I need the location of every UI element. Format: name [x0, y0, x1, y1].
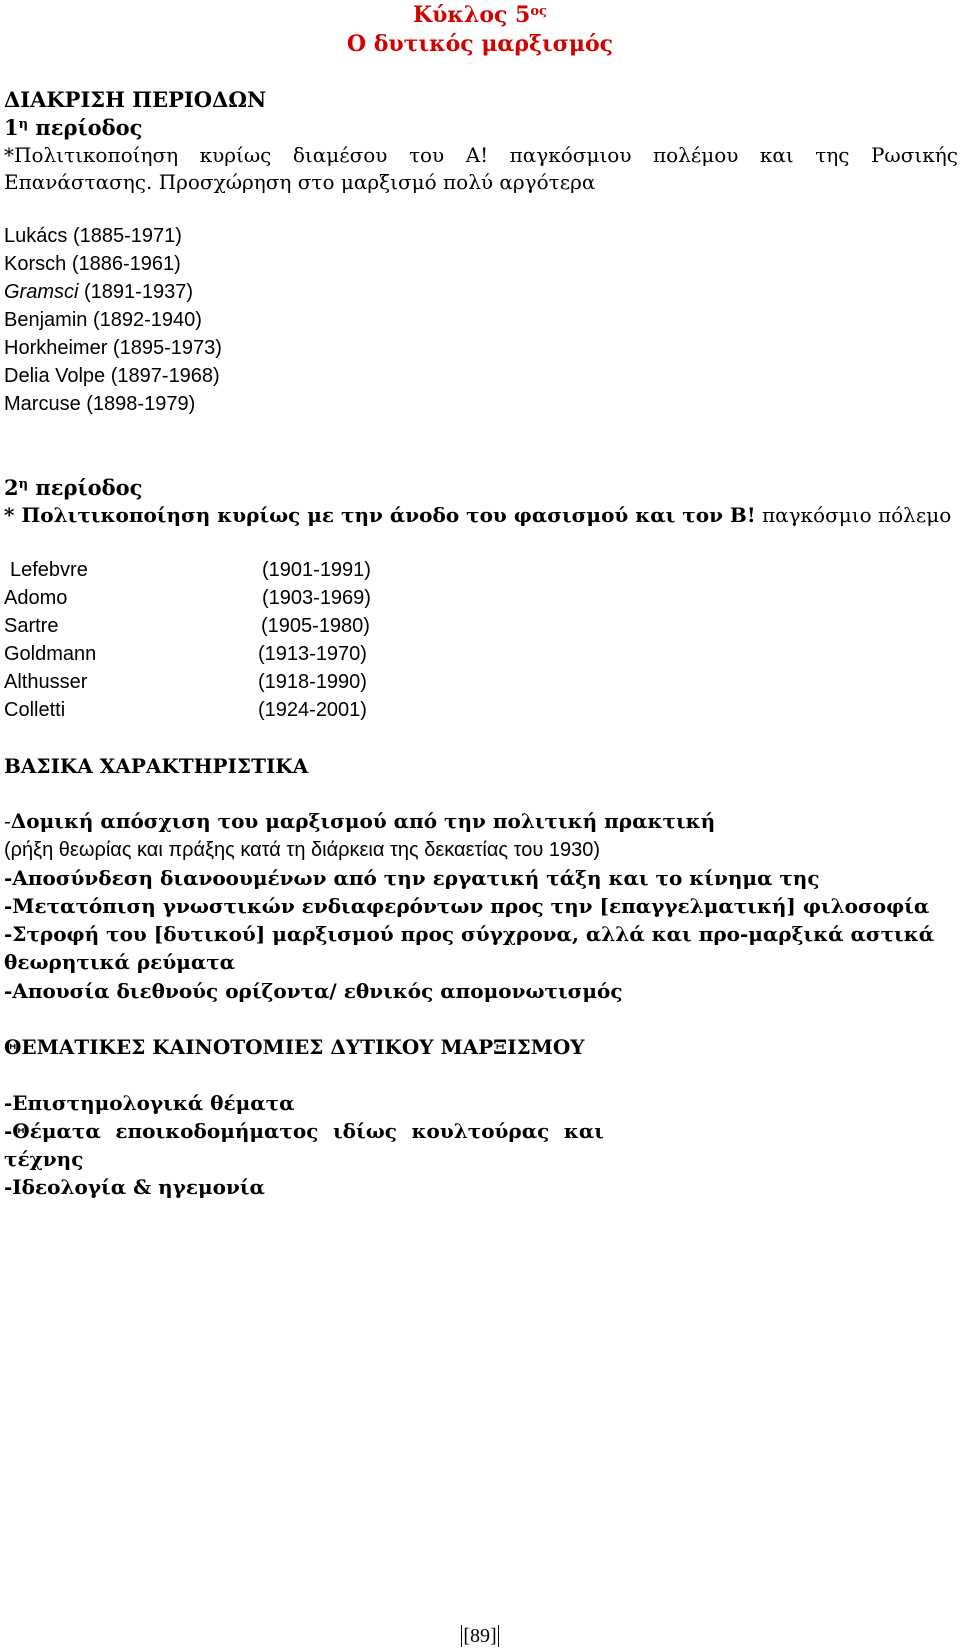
- second-period-desc-main: * Πολιτικοποίηση κυρίως με την άνοδο του φασισμού και τον Β!: [4, 503, 756, 527]
- second-period-num: 2: [4, 475, 19, 500]
- thinker-name: Lefebvre: [10, 559, 88, 581]
- characteristics-heading: ΒΑΣΙΚΑ ΧΑΡΑΚΤΗΡΙΣΤΙΚΑ: [4, 754, 309, 778]
- thinker-row: [4, 310, 202, 330]
- thinker-years: (1924-2001): [258, 699, 367, 721]
- desc-word: παγκόσμιου: [509, 143, 632, 167]
- desc-word: Α!: [465, 143, 489, 167]
- first-period-word: περίοδος: [35, 115, 143, 140]
- thinker-name: Colletti: [4, 699, 66, 721]
- desc-word: πολέμου: [652, 143, 739, 167]
- item-dash: -: [4, 809, 11, 833]
- thinker-row: [4, 394, 195, 414]
- innovation-word: ιδίως: [333, 1119, 397, 1143]
- innovation-item: -Επιστημολογικά θέματα: [4, 1091, 295, 1115]
- thinker-years: (1895-1973): [112, 337, 222, 359]
- thinker-row: [4, 226, 182, 246]
- desc-word: κυρίως: [199, 143, 272, 167]
- second-period-word: περίοδος: [35, 475, 143, 500]
- first-period-num: 1: [4, 115, 19, 140]
- page-number: [0, 1626, 960, 1646]
- innovation-word: κουλτούρας: [411, 1119, 550, 1143]
- desc-word: Ρωσικής: [870, 143, 958, 167]
- periods-heading: ΔΙΑΚΡΙΣΗ ΠΕΡΙΟΔΩΝ: [4, 87, 267, 112]
- innovation-item: -Ιδεολογία & ηγεμονία: [4, 1175, 265, 1199]
- thinker-years: (1901-1991): [262, 559, 371, 581]
- thinker-name: Adomo: [4, 587, 68, 609]
- innovation-item: [4, 1121, 604, 1141]
- page-title: [0, 2, 960, 28]
- first-period-description: [4, 145, 958, 165]
- thinker-years: (1892-1940): [92, 309, 202, 331]
- desc-word: *Πολιτικοποίηση: [4, 143, 179, 167]
- desc-word: διαμέσου: [292, 143, 388, 167]
- second-period-desc-tail: παγκόσμιο πόλεμο: [761, 503, 952, 527]
- desc-word: του: [408, 143, 445, 167]
- thinker-name: Sartre: [4, 615, 59, 637]
- thinker-row: [4, 254, 181, 274]
- thinker-name: Marcuse: [4, 393, 81, 415]
- thinker-name: Lukács: [4, 225, 68, 247]
- characteristic-note: (ρήξη θεωρίας και πράξης κατά τη διάρκεια της δεκαετίας του 1930): [4, 839, 600, 861]
- innovation-word: και: [563, 1119, 604, 1143]
- thinker-name: Horkheimer: [4, 337, 108, 359]
- characteristic-item: -Απουσία διεθνούς ορίζοντα/ εθνικός απομονωτισμός: [4, 979, 623, 1003]
- thinker-row: [4, 338, 222, 358]
- characteristic-item: -Στροφή του [δυτικού] μαρξισμού προς σύγχρονα, αλλά και προ-μαρξικά αστικά: [4, 922, 935, 946]
- innovations-heading: ΘΕΜΑΤΙΚΕΣ ΚΑΙΝΟΤΟΜΙΕΣ ΔΥΤΙΚΟΥ ΜΑΡΞΙΣΜΟΥ: [4, 1035, 585, 1059]
- second-period-description: [4, 505, 951, 525]
- thinker-years: (1891-1937): [84, 281, 193, 303]
- thinker-name: Goldmann: [4, 643, 97, 665]
- thinker-years: (1898-1979): [86, 393, 196, 415]
- innovation-word: -Θέματα: [4, 1119, 101, 1143]
- characteristic-text: Δομική απόσχιση του μαρξισμού από την πολιτική πρακτική: [10, 809, 716, 833]
- innovation-word: εποικοδομήματος: [115, 1119, 319, 1143]
- characteristic-item: -Αποσύνδεση διανοουμένων από την εργατική τάξη και το κίνημα της: [4, 866, 820, 890]
- desc-word: και: [759, 143, 794, 167]
- thinker-name: Benjamin: [4, 309, 88, 331]
- thinker-name: Gramsci: [4, 281, 79, 303]
- thinker-years: (1918-1990): [258, 671, 367, 693]
- thinker-years: (1903-1969): [262, 587, 371, 609]
- first-period-sup: η: [18, 117, 29, 132]
- second-period-sup: η: [18, 477, 29, 492]
- thinker-years: (1886-1961): [71, 253, 181, 275]
- thinker-years: (1905-1980): [261, 615, 370, 637]
- first-period-label: [4, 117, 142, 138]
- thinker-name: Delia Volpe: [4, 365, 106, 387]
- innovation-item-cont: τέχνης: [4, 1147, 84, 1171]
- thinker-years: (1885-1971): [72, 225, 182, 247]
- title-superscript: ος: [530, 4, 547, 19]
- page-number-text: [89]: [463, 1625, 497, 1647]
- thinker-name: Althusser: [4, 671, 88, 693]
- first-period-description-cont: Επανάστασης. Προσχώρηση στο μαρξισμό πολύ αργότερα: [4, 170, 596, 194]
- characteristic-item: -Μετατόπιση γνωστικών ενδιαφερόντων προς την [επαγγελματική] φιλοσοφία: [4, 894, 930, 918]
- thinker-years: (1913-1970): [258, 643, 367, 665]
- characteristic-item: [4, 811, 715, 831]
- thinker-row: [4, 366, 220, 386]
- thinker-years: (1897-1968): [110, 365, 220, 387]
- characteristic-item-cont: θεωρητικά ρεύματα: [4, 950, 236, 974]
- thinker-row: [4, 282, 193, 302]
- page-subtitle: Ο δυτικός μαρξισμός: [346, 31, 614, 57]
- thinker-name: Korsch: [4, 253, 67, 275]
- second-period-label: [4, 477, 142, 498]
- title-text: Κύκλος 5: [413, 2, 531, 28]
- desc-word: της: [815, 143, 850, 167]
